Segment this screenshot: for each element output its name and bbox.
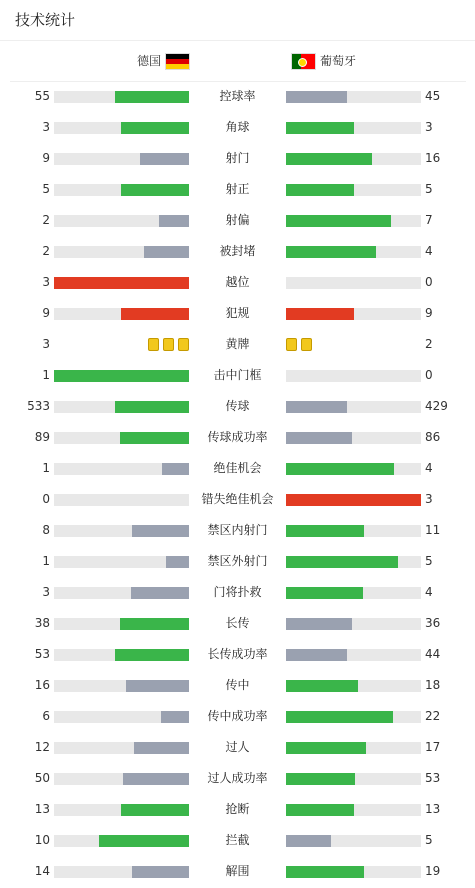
- away-bar-track: [286, 401, 421, 413]
- away-bar-fill: [286, 649, 347, 661]
- home-bar-fill: [123, 773, 189, 785]
- stat-row: [0, 546, 475, 577]
- stat-row: [0, 825, 475, 856]
- home-value: 12: [34, 740, 50, 754]
- away-value: 18: [425, 678, 441, 692]
- stat-label: 被封堵: [219, 244, 256, 258]
- away-bar-track: [286, 494, 421, 506]
- away-bar-track: [286, 711, 421, 723]
- home-value: 3: [42, 275, 50, 289]
- home-bar-track: [54, 525, 189, 537]
- home-bar-track: [54, 246, 189, 258]
- stat-label: 绝佳机会: [213, 461, 262, 475]
- stat-row: [0, 236, 475, 267]
- stat-row: [0, 577, 475, 608]
- home-bar-fill: [166, 556, 189, 568]
- stat-row: [0, 143, 475, 174]
- away-bar-fill: [286, 680, 358, 692]
- stat-row: [0, 484, 475, 515]
- away-value: 5: [425, 833, 433, 847]
- home-bar-fill: [54, 277, 189, 289]
- away-value: 2: [425, 337, 433, 351]
- page-title: 技术统计: [15, 11, 76, 29]
- home-bar-fill: [121, 122, 189, 134]
- stat-label: 射偏: [225, 213, 250, 227]
- stat-row: [0, 670, 475, 701]
- away-bar-fill: [286, 494, 421, 506]
- home-bar-track: [54, 711, 189, 723]
- home-bar-fill: [121, 184, 189, 196]
- stat-label: 过人成功率: [207, 771, 268, 785]
- home-bar-fill: [144, 246, 189, 258]
- stat-label: 解围: [225, 864, 250, 878]
- stat-row: [0, 763, 475, 794]
- home-bar-track: [54, 370, 189, 382]
- away-bar-track: [286, 463, 421, 475]
- away-bar-fill: [286, 215, 391, 227]
- home-value: 1: [42, 461, 50, 475]
- home-value: 9: [42, 151, 50, 165]
- home-value: 3: [42, 585, 50, 599]
- stats-list: [0, 81, 475, 887]
- away-value: 429: [425, 399, 448, 413]
- away-value: 5: [425, 554, 433, 568]
- away-bar-fill: [286, 308, 354, 320]
- home-value: 1: [42, 554, 50, 568]
- home-value: 14: [34, 864, 50, 878]
- away-bar-track: [286, 866, 421, 878]
- home-bar-fill: [115, 401, 189, 413]
- home-team: [137, 52, 190, 70]
- away-value: 4: [425, 461, 433, 475]
- home-bar-track: [54, 773, 189, 785]
- home-value: 533: [27, 399, 50, 413]
- away-yellow-cards: [286, 338, 312, 351]
- stat-row: [0, 391, 475, 422]
- home-bar-track: [54, 556, 189, 568]
- away-bar-track: [286, 680, 421, 692]
- away-value: 3: [425, 492, 433, 506]
- home-bar-track: [54, 587, 189, 599]
- stat-label: 黄牌: [225, 337, 250, 351]
- stat-label: 越位: [225, 275, 250, 289]
- home-bar-fill: [131, 587, 189, 599]
- home-bar-fill: [162, 463, 189, 475]
- home-bar-track: [54, 215, 189, 227]
- yellow-card-icon: [163, 338, 174, 351]
- away-bar-track: [286, 525, 421, 537]
- away-bar-fill: [286, 91, 347, 103]
- away-value: 22: [425, 709, 441, 723]
- stat-label: 角球: [225, 120, 250, 134]
- home-value: 10: [34, 833, 50, 847]
- away-bar-track: [286, 215, 421, 227]
- home-bar-fill: [132, 866, 189, 878]
- stat-label: 传球成功率: [207, 430, 268, 444]
- away-bar-track: [286, 587, 421, 599]
- home-bar-track: [54, 153, 189, 165]
- home-value: 13: [34, 802, 50, 816]
- away-bar-track: [286, 556, 421, 568]
- stat-label: 错失绝佳机会: [201, 492, 274, 506]
- away-team-name: 葡萄牙: [320, 54, 357, 68]
- stat-label: 禁区内射门: [207, 523, 268, 537]
- stat-label: 过人: [225, 740, 250, 754]
- home-bar-fill: [121, 308, 189, 320]
- home-bar-fill: [121, 804, 189, 816]
- away-bar-fill: [286, 804, 354, 816]
- away-value: 0: [425, 275, 433, 289]
- home-bar-fill: [99, 835, 189, 847]
- away-bar-track: [286, 370, 421, 382]
- stat-row: [0, 701, 475, 732]
- away-bar-track: [286, 773, 421, 785]
- away-bar-fill: [286, 866, 364, 878]
- germany-flag-icon: [165, 53, 190, 70]
- away-value: 9: [425, 306, 433, 320]
- stat-label: 传球: [225, 399, 250, 413]
- home-bar-track: [54, 804, 189, 816]
- away-bar-fill: [286, 711, 393, 723]
- away-bar-fill: [286, 587, 363, 599]
- stat-label: 击中门框: [213, 368, 262, 382]
- portugal-flag-icon: [291, 53, 316, 70]
- away-bar-fill: [286, 153, 372, 165]
- stat-label: 抢断: [225, 802, 250, 816]
- stat-row: [0, 267, 475, 298]
- yellow-card-icon: [178, 338, 189, 351]
- home-value: 8: [42, 523, 50, 537]
- away-bar-fill: [286, 742, 366, 754]
- stat-row: [0, 453, 475, 484]
- home-bar-fill: [140, 153, 189, 165]
- away-value: 53: [425, 771, 441, 785]
- away-bar-track: [286, 246, 421, 258]
- stat-label: 射正: [225, 182, 250, 196]
- away-bar-fill: [286, 525, 364, 537]
- away-bar-fill: [286, 432, 352, 444]
- away-bar-track: [286, 432, 421, 444]
- teams-header: [10, 42, 466, 82]
- away-bar-track: [286, 742, 421, 754]
- yellow-card-icon: [148, 338, 159, 351]
- stat-row: [0, 639, 475, 670]
- stat-row: [0, 298, 475, 329]
- home-bar-track: [54, 866, 189, 878]
- home-bar-fill: [126, 680, 189, 692]
- stat-row: [0, 174, 475, 205]
- home-bar-track: [54, 494, 189, 506]
- away-bar-track: [286, 122, 421, 134]
- stat-row: [0, 329, 475, 360]
- away-bar-track: [286, 804, 421, 816]
- away-value: 36: [425, 616, 441, 630]
- away-bar-fill: [286, 122, 354, 134]
- home-value: 3: [42, 120, 50, 134]
- home-bar-fill: [159, 215, 189, 227]
- stat-row: [0, 112, 475, 143]
- away-bar-fill: [286, 184, 354, 196]
- home-value: 1: [42, 368, 50, 382]
- away-bar-fill: [286, 463, 394, 475]
- home-value: 5: [42, 182, 50, 196]
- away-bar-track: [286, 277, 421, 289]
- home-value: 9: [42, 306, 50, 320]
- away-value: 86: [425, 430, 441, 444]
- stat-label: 传中: [225, 678, 250, 692]
- yellow-card-icon: [286, 338, 297, 351]
- home-bar-fill: [115, 649, 189, 661]
- away-value: 7: [425, 213, 433, 227]
- home-bar-fill: [132, 525, 189, 537]
- away-value: 5: [425, 182, 433, 196]
- stat-label: 射门: [225, 151, 250, 165]
- away-bar-fill: [286, 556, 398, 568]
- stat-label: 长传: [225, 616, 250, 630]
- stat-label: 长传成功率: [207, 647, 268, 661]
- home-bar-track: [54, 91, 189, 103]
- home-value: 38: [34, 616, 50, 630]
- home-bar-track: [54, 401, 189, 413]
- home-value: 53: [34, 647, 50, 661]
- home-bar-track: [54, 432, 189, 444]
- stat-row: [0, 794, 475, 825]
- home-bar-fill: [54, 370, 189, 382]
- home-bar-track: [54, 835, 189, 847]
- stat-row: [0, 422, 475, 453]
- home-bar-fill: [115, 91, 189, 103]
- stat-row: [0, 205, 475, 236]
- home-bar-track: [54, 184, 189, 196]
- stat-row: [0, 732, 475, 763]
- home-value: 3: [42, 337, 50, 351]
- away-bar-track: [286, 618, 421, 630]
- away-bar-track: [286, 308, 421, 320]
- stat-label: 拦截: [225, 833, 250, 847]
- home-bar-track: [54, 308, 189, 320]
- stat-label: 禁区外射门: [207, 554, 268, 568]
- home-bar-track: [54, 277, 189, 289]
- home-value: 6: [42, 709, 50, 723]
- stat-row: [0, 360, 475, 391]
- away-bar-track: [286, 649, 421, 661]
- header: [0, 0, 475, 41]
- stat-label: 犯规: [225, 306, 250, 320]
- away-value: 19: [425, 864, 441, 878]
- away-bar-fill: [286, 401, 347, 413]
- home-bar-track: [54, 680, 189, 692]
- away-value: 4: [425, 244, 433, 258]
- away-bar-track: [286, 835, 421, 847]
- home-value: 0: [42, 492, 50, 506]
- yellow-card-icon: [301, 338, 312, 351]
- home-bar-fill: [134, 742, 189, 754]
- away-value: 45: [425, 89, 441, 103]
- stat-label: 控球率: [219, 89, 256, 103]
- away-team: [291, 52, 356, 70]
- away-value: 17: [425, 740, 441, 754]
- home-yellow-cards: [148, 338, 189, 351]
- stat-row: [0, 81, 475, 112]
- home-value: 50: [34, 771, 50, 785]
- away-bar-fill: [286, 618, 352, 630]
- away-value: 0: [425, 368, 433, 382]
- stat-row: [0, 856, 475, 887]
- home-value: 55: [34, 89, 50, 103]
- home-team-name: 德国: [136, 54, 161, 68]
- home-value: 16: [34, 678, 50, 692]
- home-bar-track: [54, 742, 189, 754]
- away-bar-track: [286, 91, 421, 103]
- away-value: 16: [425, 151, 441, 165]
- home-value: 89: [34, 430, 50, 444]
- home-bar-fill: [120, 432, 189, 444]
- away-bar-track: [286, 184, 421, 196]
- away-bar-fill: [286, 835, 331, 847]
- home-value: 2: [42, 244, 50, 258]
- away-bar-fill: [286, 773, 355, 785]
- stat-label: 传中成功率: [207, 709, 268, 723]
- home-bar-track: [54, 649, 189, 661]
- stat-row: [0, 608, 475, 639]
- home-bar-fill: [120, 618, 189, 630]
- home-bar-track: [54, 122, 189, 134]
- away-value: 4: [425, 585, 433, 599]
- home-value: 2: [42, 213, 50, 227]
- stat-label: 门将扑救: [213, 585, 262, 599]
- home-bar-track: [54, 618, 189, 630]
- home-bar-fill: [161, 711, 189, 723]
- stat-row: [0, 515, 475, 546]
- away-value: 11: [425, 523, 441, 537]
- away-value: 44: [425, 647, 441, 661]
- away-bar-fill: [286, 246, 376, 258]
- away-value: 13: [425, 802, 441, 816]
- away-value: 3: [425, 120, 433, 134]
- home-bar-track: [54, 463, 189, 475]
- away-bar-track: [286, 153, 421, 165]
